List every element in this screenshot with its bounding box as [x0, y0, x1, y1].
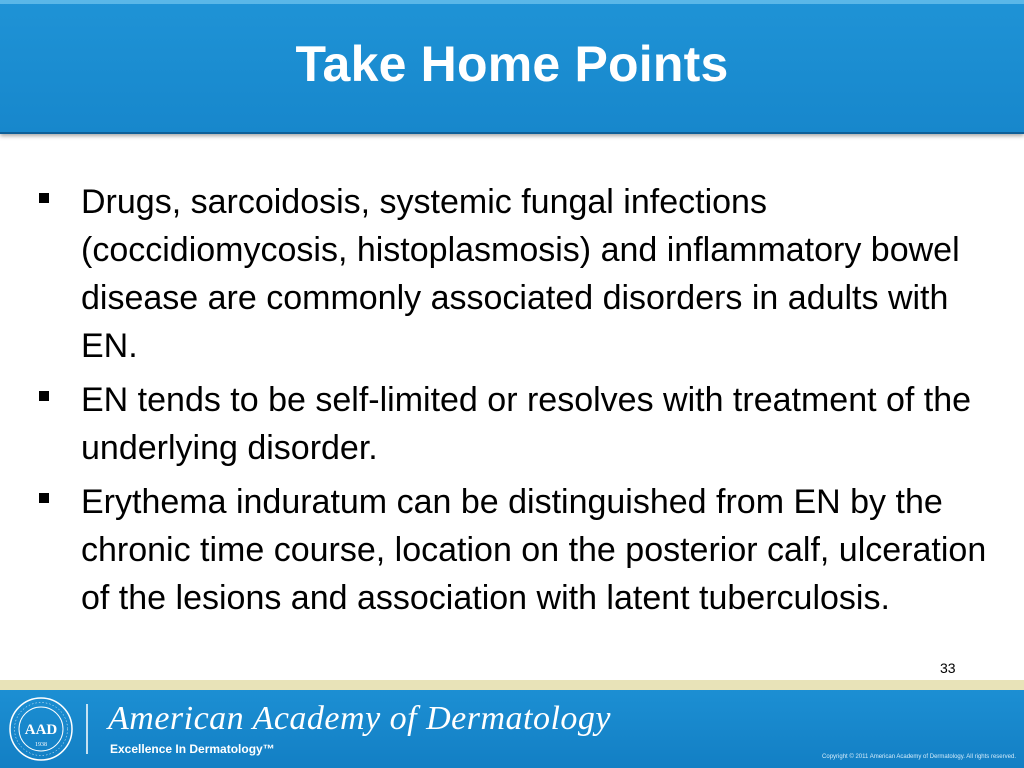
bullet-item [36, 376, 1011, 472]
bullet-text: Drugs, sarcoidosis, systemic fungal infections (coccidiomycosis, histoplasmosis) and inflammatory bowel disease are commonly associated disorders in adults with EN. [81, 183, 960, 365]
slide-header [0, 0, 1024, 134]
aad-seal-logo [8, 696, 74, 762]
bullet-item [36, 478, 1011, 622]
seal-letters: AAD [24, 722, 58, 738]
footer-accent-band [0, 680, 1024, 690]
organization-tagline: Excellence In Dermatology™ [110, 742, 275, 756]
seal-year: 1938 [35, 742, 47, 748]
square-bullet-icon [39, 493, 49, 503]
footer-divider [86, 704, 88, 754]
header-highlight-line [0, 0, 1024, 4]
bullet-item [36, 178, 1011, 370]
slide-footer [0, 690, 1024, 768]
square-bullet-icon [39, 193, 49, 203]
bullet-text: Erythema induratum can be distinguished from EN by the chronic time course, location on the posterior calf, ulceration of the lesions and association with latent tuberculosis. [81, 483, 987, 617]
bullet-list [36, 178, 1011, 628]
page-number: 33 [940, 660, 956, 676]
organization-name: American Academy of Dermatology [108, 700, 612, 737]
bullet-text: EN tends to be self-limited or resolves with treatment of the underlying disorder. [81, 381, 972, 467]
copyright-notice: Copyright © 2011 American Academy of Dermatology. All rights reserved. [822, 754, 1016, 760]
slide-title: Take Home Points [295, 36, 729, 92]
square-bullet-icon [39, 391, 49, 401]
